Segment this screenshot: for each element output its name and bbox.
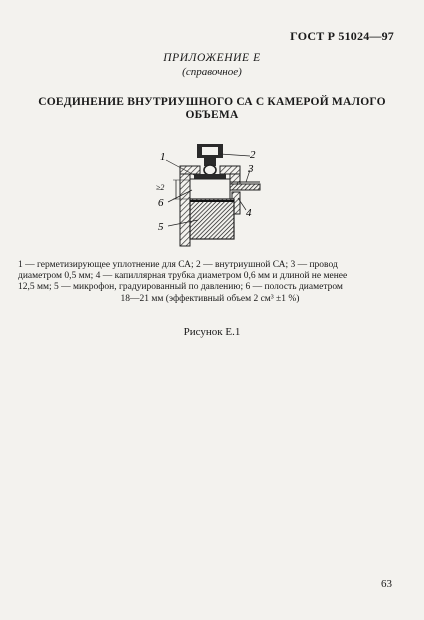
legend-line-4: 18—21 мм (эффективный объем 2 см³ ±1 %) bbox=[120, 293, 300, 304]
legend-line-2: диаметром 0,5 мм; 4 — капиллярная трубка диаметром 0,6 мм и длиной не менее bbox=[18, 271, 348, 282]
seal bbox=[194, 174, 226, 179]
figure-dimension-label: ≥2 bbox=[156, 183, 165, 192]
figure-label-5: 5 bbox=[158, 221, 164, 233]
coupler-housing-top-right bbox=[220, 166, 240, 174]
section-title-line-2: ОБЪЕМА bbox=[185, 109, 239, 121]
legend-line-1: 1 — герметизирующее уплотнение для СА; 2 — внутриушной СА; 3 — провод bbox=[18, 260, 338, 270]
cavity bbox=[190, 179, 230, 199]
figure-label-3: 3 bbox=[248, 163, 254, 175]
ear-insert-highlight bbox=[202, 147, 218, 155]
leader-2 bbox=[220, 154, 250, 156]
appendix-note: (справочное) bbox=[182, 66, 242, 78]
appendix-title: ПРИЛОЖЕНИЕ Е bbox=[163, 52, 261, 64]
ear-insert-tip bbox=[204, 165, 216, 175]
coupler-housing-left bbox=[180, 166, 190, 246]
figure-label-2: 2 bbox=[250, 149, 256, 161]
legend-line-3: 12,5 мм; 5 — микрофон, градуированный по давлению; 6 — полость диаметром bbox=[18, 282, 343, 293]
standard-code: ГОСТ Р 51024—97 bbox=[290, 29, 394, 43]
page-number: 63 bbox=[381, 578, 392, 590]
section-title-line-1: СОЕДИНЕНИЕ ВНУТРИУШНОГО СА С КАМЕРОЙ МАЛОГО bbox=[38, 96, 386, 108]
microphone bbox=[190, 199, 234, 239]
figure-label-4: 4 bbox=[246, 207, 252, 219]
figure-caption: Рисунок Е.1 bbox=[183, 326, 241, 338]
capillary-tube bbox=[230, 184, 260, 190]
connection-diagram bbox=[150, 140, 280, 250]
figure-label-1: 1 bbox=[160, 151, 166, 163]
figure-legend bbox=[18, 260, 402, 305]
figure-label-6: 6 bbox=[158, 197, 164, 209]
section-title bbox=[20, 96, 404, 122]
